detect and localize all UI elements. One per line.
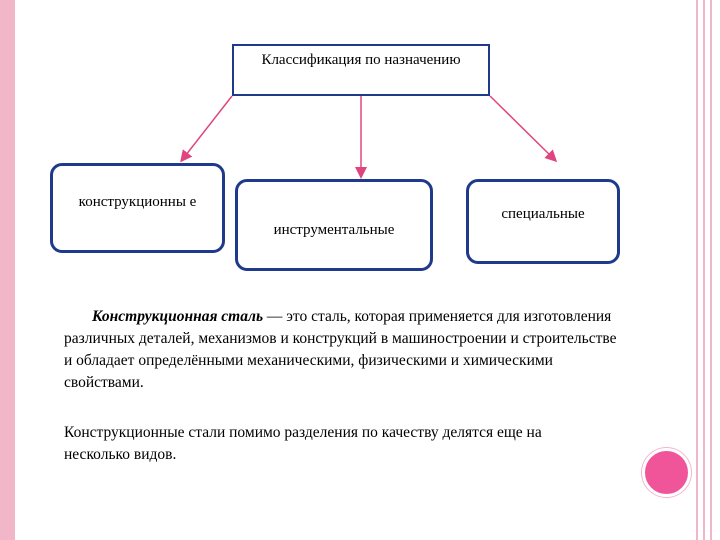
node-tool: инструментальные [235,179,433,271]
node-special: специальные [466,179,620,264]
definition-text: — это сталь, которая применяется для изготовления различных деталей, механизмов и конструкций в машиностроении и строительстве и обладает определёнными механическими, физическими и химическими свойствами. [64,308,617,391]
root-node: Классификация по назначению [232,44,490,96]
node-structural: конструкционны е [50,163,225,253]
second-paragraph: Конструкционные стали помимо разделения по качеству делятся еще на несколько видов. [64,424,542,463]
decorative-circle [642,448,691,497]
definition-paragraph [64,306,624,394]
term-label: Конструкционная сталь [92,308,264,325]
arrow-to-right [490,96,555,160]
arrow-to-left [182,96,232,160]
